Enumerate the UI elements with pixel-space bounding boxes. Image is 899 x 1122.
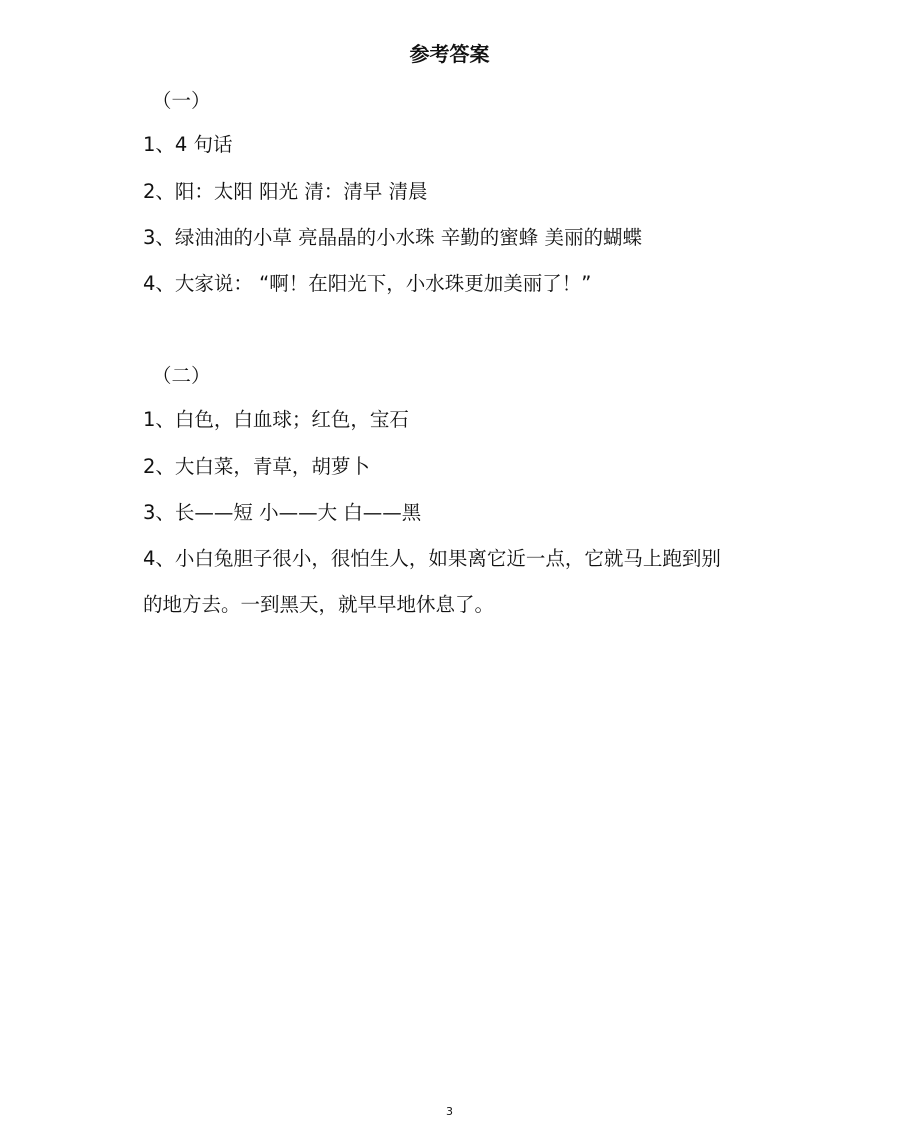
section-heading: （二） [152, 364, 211, 387]
answer-line: 的地方去。一到黑天，就早早地休息了。 [143, 593, 495, 616]
section-heading: （一） [152, 89, 211, 112]
answer-line: 1、4 句话 [143, 133, 233, 156]
answer-line: 3、长——短 小——大 白——黑 [143, 501, 422, 524]
answer-line: 2、阳：太阳 阳光 清：清早 清晨 [143, 180, 428, 203]
answer-line: 3、绿油油的小草 亮晶晶的小水珠 辛勤的蜜蜂 美丽的蝴蝶 [143, 226, 643, 249]
answer-line: 2、大白菜，青草，胡萝卜 [143, 455, 370, 478]
page-title: 参考答案 [409, 42, 490, 66]
answer-line: 4、大家说： “啊！在阳光下，小水珠更加美丽了！” [143, 272, 592, 295]
page-number: 3 [446, 1105, 453, 1118]
answer-line: 4、小白兔胆子很小，很怕生人，如果离它近一点，它就马上跑到别 [143, 547, 721, 570]
answer-line: 1、白色，白血球；红色，宝石 [143, 408, 409, 431]
